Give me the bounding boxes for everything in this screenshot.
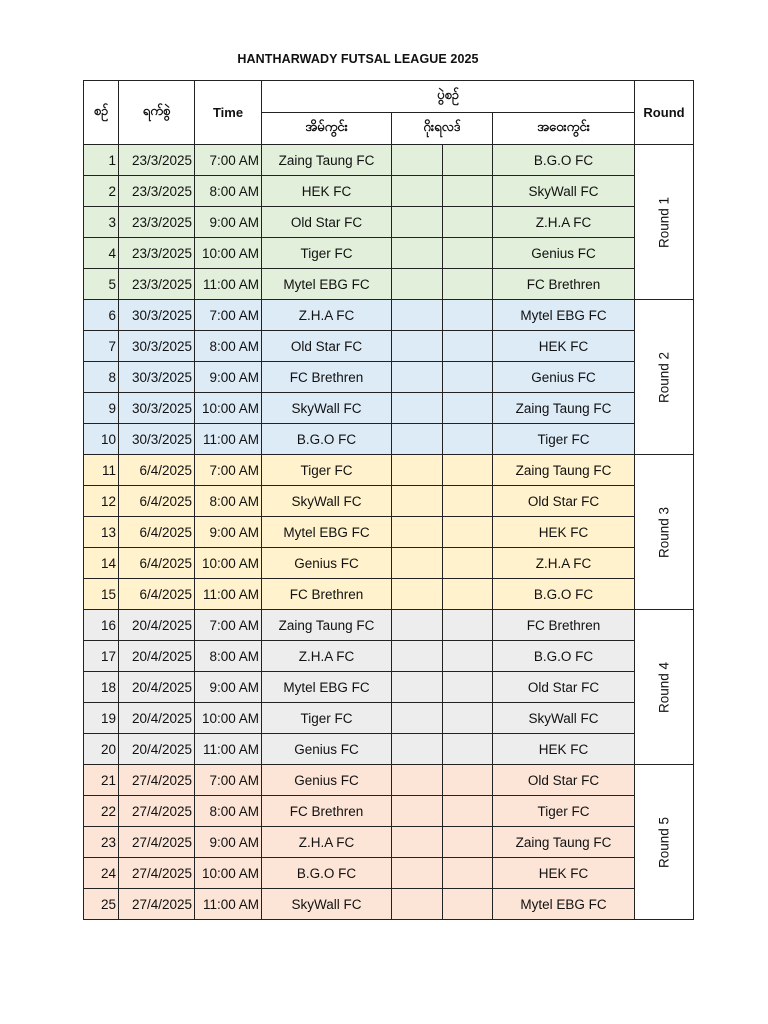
home-score [392, 548, 443, 579]
match-number: 19 [84, 703, 119, 734]
match-date: 6/4/2025 [119, 548, 195, 579]
home-team: Z.H.A FC [262, 827, 392, 858]
table-row [84, 734, 694, 765]
away-team: HEK FC [493, 517, 635, 548]
away-score [443, 703, 493, 734]
match-number: 22 [84, 796, 119, 827]
table-row [84, 796, 694, 827]
home-team: Genius FC [262, 734, 392, 765]
home-score [392, 641, 443, 672]
home-score [392, 579, 443, 610]
match-time: 10:00 AM [195, 703, 262, 734]
match-time: 8:00 AM [195, 331, 262, 362]
table-row [84, 424, 694, 455]
match-time: 9:00 AM [195, 827, 262, 858]
table-row [84, 176, 694, 207]
match-number: 21 [84, 765, 119, 796]
away-team: Zaing Taung FC [493, 827, 635, 858]
away-score [443, 455, 493, 486]
match-time: 8:00 AM [195, 796, 262, 827]
away-team: Z.H.A FC [493, 207, 635, 238]
match-number: 20 [84, 734, 119, 765]
table-row [84, 765, 694, 796]
away-team: FC Brethren [493, 610, 635, 641]
match-time: 11:00 AM [195, 579, 262, 610]
home-team: Tiger FC [262, 703, 392, 734]
match-date: 23/3/2025 [119, 238, 195, 269]
match-time: 11:00 AM [195, 424, 262, 455]
header-match: ပွဲစဉ် [262, 81, 635, 113]
match-number: 10 [84, 424, 119, 455]
away-score [443, 641, 493, 672]
home-score [392, 610, 443, 641]
home-team: B.G.O FC [262, 858, 392, 889]
table-row [84, 672, 694, 703]
home-team: Zaing Taung FC [262, 610, 392, 641]
round-label: Round 4 [656, 661, 672, 713]
away-team: Tiger FC [493, 424, 635, 455]
home-team: HEK FC [262, 176, 392, 207]
match-time: 10:00 AM [195, 238, 262, 269]
away-score [443, 176, 493, 207]
match-time: 10:00 AM [195, 858, 262, 889]
match-time: 8:00 AM [195, 176, 262, 207]
home-team: FC Brethren [262, 579, 392, 610]
header-date: ရက်စွဲ [119, 81, 195, 145]
table-row [84, 517, 694, 548]
away-team: HEK FC [493, 858, 635, 889]
home-score [392, 765, 443, 796]
away-score [443, 672, 493, 703]
away-team: HEK FC [493, 331, 635, 362]
home-team: Z.H.A FC [262, 300, 392, 331]
table-row [84, 827, 694, 858]
home-score [392, 858, 443, 889]
match-number: 3 [84, 207, 119, 238]
away-team: Mytel EBG FC [493, 300, 635, 331]
match-number: 2 [84, 176, 119, 207]
match-date: 6/4/2025 [119, 579, 195, 610]
match-time: 7:00 AM [195, 610, 262, 641]
home-team: B.G.O FC [262, 424, 392, 455]
round-cell [635, 455, 694, 610]
fixtures-body [84, 145, 694, 920]
table-row [84, 579, 694, 610]
match-number: 17 [84, 641, 119, 672]
match-date: 30/3/2025 [119, 424, 195, 455]
match-date: 30/3/2025 [119, 300, 195, 331]
away-score [443, 145, 493, 176]
away-team: SkyWall FC [493, 176, 635, 207]
match-date: 20/4/2025 [119, 734, 195, 765]
header-away: အဝေးကွင်း [493, 113, 635, 145]
home-score [392, 672, 443, 703]
home-score [392, 145, 443, 176]
match-time: 11:00 AM [195, 734, 262, 765]
home-score [392, 424, 443, 455]
away-score [443, 827, 493, 858]
match-time: 10:00 AM [195, 393, 262, 424]
home-team: SkyWall FC [262, 889, 392, 920]
match-number: 9 [84, 393, 119, 424]
table-row [84, 300, 694, 331]
away-score [443, 579, 493, 610]
match-number: 25 [84, 889, 119, 920]
table-row [84, 331, 694, 362]
away-team: Old Star FC [493, 765, 635, 796]
match-time: 11:00 AM [195, 269, 262, 300]
match-date: 27/4/2025 [119, 765, 195, 796]
home-score [392, 796, 443, 827]
away-score [443, 362, 493, 393]
home-team: SkyWall FC [262, 393, 392, 424]
away-score [443, 424, 493, 455]
away-team: Old Star FC [493, 672, 635, 703]
table-row [84, 486, 694, 517]
match-date: 30/3/2025 [119, 393, 195, 424]
match-number: 18 [84, 672, 119, 703]
home-team: Tiger FC [262, 238, 392, 269]
match-number: 16 [84, 610, 119, 641]
away-team: Genius FC [493, 362, 635, 393]
away-team: Old Star FC [493, 486, 635, 517]
away-team: B.G.O FC [493, 641, 635, 672]
table-row [84, 889, 694, 920]
round-label: Round 1 [656, 196, 672, 248]
home-score [392, 207, 443, 238]
match-date: 30/3/2025 [119, 362, 195, 393]
home-score [392, 703, 443, 734]
table-row [84, 207, 694, 238]
table-row [84, 362, 694, 393]
home-team: Mytel EBG FC [262, 672, 392, 703]
match-number: 5 [84, 269, 119, 300]
away-team: Mytel EBG FC [493, 889, 635, 920]
home-team: Z.H.A FC [262, 641, 392, 672]
match-date: 27/4/2025 [119, 889, 195, 920]
table-row [84, 455, 694, 486]
home-team: Genius FC [262, 548, 392, 579]
match-date: 30/3/2025 [119, 331, 195, 362]
match-time: 9:00 AM [195, 672, 262, 703]
home-score [392, 393, 443, 424]
away-score [443, 238, 493, 269]
round-label: Round 5 [656, 816, 672, 868]
header-home: အိမ်ကွင်း [262, 113, 392, 145]
match-date: 27/4/2025 [119, 827, 195, 858]
away-score [443, 889, 493, 920]
match-date: 23/3/2025 [119, 176, 195, 207]
match-time: 7:00 AM [195, 145, 262, 176]
match-number: 24 [84, 858, 119, 889]
home-score [392, 362, 443, 393]
away-score [443, 207, 493, 238]
home-team: Zaing Taung FC [262, 145, 392, 176]
header-no: စဉ် [84, 81, 119, 145]
header-score: ဂိုးရလဒ် [392, 113, 493, 145]
header-time: Time [195, 81, 262, 145]
match-date: 23/3/2025 [119, 145, 195, 176]
round-cell [635, 765, 694, 920]
away-team: FC Brethren [493, 269, 635, 300]
home-team: FC Brethren [262, 362, 392, 393]
match-date: 20/4/2025 [119, 610, 195, 641]
match-time: 10:00 AM [195, 548, 262, 579]
away-score [443, 610, 493, 641]
home-team: Mytel EBG FC [262, 269, 392, 300]
away-team: SkyWall FC [493, 703, 635, 734]
match-time: 7:00 AM [195, 765, 262, 796]
round-cell [635, 145, 694, 300]
page-title: HANTHARWADY FUTSAL LEAGUE 2025 [237, 52, 479, 66]
match-date: 27/4/2025 [119, 858, 195, 889]
match-time: 7:00 AM [195, 455, 262, 486]
match-number: 1 [84, 145, 119, 176]
away-score [443, 269, 493, 300]
match-number: 6 [84, 300, 119, 331]
table-row [84, 269, 694, 300]
home-score [392, 734, 443, 765]
match-number: 8 [84, 362, 119, 393]
away-score [443, 858, 493, 889]
match-number: 11 [84, 455, 119, 486]
match-date: 20/4/2025 [119, 641, 195, 672]
away-score [443, 796, 493, 827]
round-label: Round 2 [656, 351, 672, 403]
table-row [84, 238, 694, 269]
away-team: HEK FC [493, 734, 635, 765]
home-score [392, 827, 443, 858]
table-row [84, 393, 694, 424]
match-number: 14 [84, 548, 119, 579]
away-score [443, 765, 493, 796]
match-number: 4 [84, 238, 119, 269]
away-team: B.G.O FC [493, 145, 635, 176]
away-team: B.G.O FC [493, 579, 635, 610]
home-team: Genius FC [262, 765, 392, 796]
header-round: Round [635, 81, 694, 145]
round-label: Round 3 [656, 506, 672, 558]
home-score [392, 176, 443, 207]
match-date: 23/3/2025 [119, 207, 195, 238]
match-time: 8:00 AM [195, 641, 262, 672]
match-number: 13 [84, 517, 119, 548]
home-team: Mytel EBG FC [262, 517, 392, 548]
home-score [392, 455, 443, 486]
match-time: 11:00 AM [195, 889, 262, 920]
round-cell [635, 610, 694, 765]
table-row [84, 548, 694, 579]
away-team: Zaing Taung FC [493, 455, 635, 486]
match-number: 7 [84, 331, 119, 362]
away-score [443, 393, 493, 424]
away-score [443, 517, 493, 548]
match-time: 8:00 AM [195, 486, 262, 517]
home-score [392, 269, 443, 300]
home-score [392, 486, 443, 517]
match-time: 7:00 AM [195, 300, 262, 331]
round-cell [635, 300, 694, 455]
match-number: 23 [84, 827, 119, 858]
match-number: 15 [84, 579, 119, 610]
match-date: 6/4/2025 [119, 486, 195, 517]
table-row [84, 858, 694, 889]
away-score [443, 548, 493, 579]
away-team: Z.H.A FC [493, 548, 635, 579]
match-date: 6/4/2025 [119, 455, 195, 486]
match-time: 9:00 AM [195, 362, 262, 393]
away-score [443, 331, 493, 362]
table-row [84, 145, 694, 176]
table-row [84, 641, 694, 672]
away-score [443, 486, 493, 517]
table-row [84, 703, 694, 734]
fixtures-table [83, 80, 694, 920]
match-number: 12 [84, 486, 119, 517]
match-date: 27/4/2025 [119, 796, 195, 827]
home-score [392, 238, 443, 269]
away-score [443, 734, 493, 765]
match-time: 9:00 AM [195, 207, 262, 238]
table-row [84, 610, 694, 641]
home-team: FC Brethren [262, 796, 392, 827]
home-score [392, 331, 443, 362]
home-team: Old Star FC [262, 331, 392, 362]
match-date: 6/4/2025 [119, 517, 195, 548]
away-score [443, 300, 493, 331]
away-team: Zaing Taung FC [493, 393, 635, 424]
home-team: Old Star FC [262, 207, 392, 238]
match-date: 20/4/2025 [119, 672, 195, 703]
home-team: SkyWall FC [262, 486, 392, 517]
match-time: 9:00 AM [195, 517, 262, 548]
home-score [392, 300, 443, 331]
home-score [392, 889, 443, 920]
home-score [392, 517, 443, 548]
home-team: Tiger FC [262, 455, 392, 486]
match-date: 23/3/2025 [119, 269, 195, 300]
away-team: Genius FC [493, 238, 635, 269]
away-team: Tiger FC [493, 796, 635, 827]
match-date: 20/4/2025 [119, 703, 195, 734]
